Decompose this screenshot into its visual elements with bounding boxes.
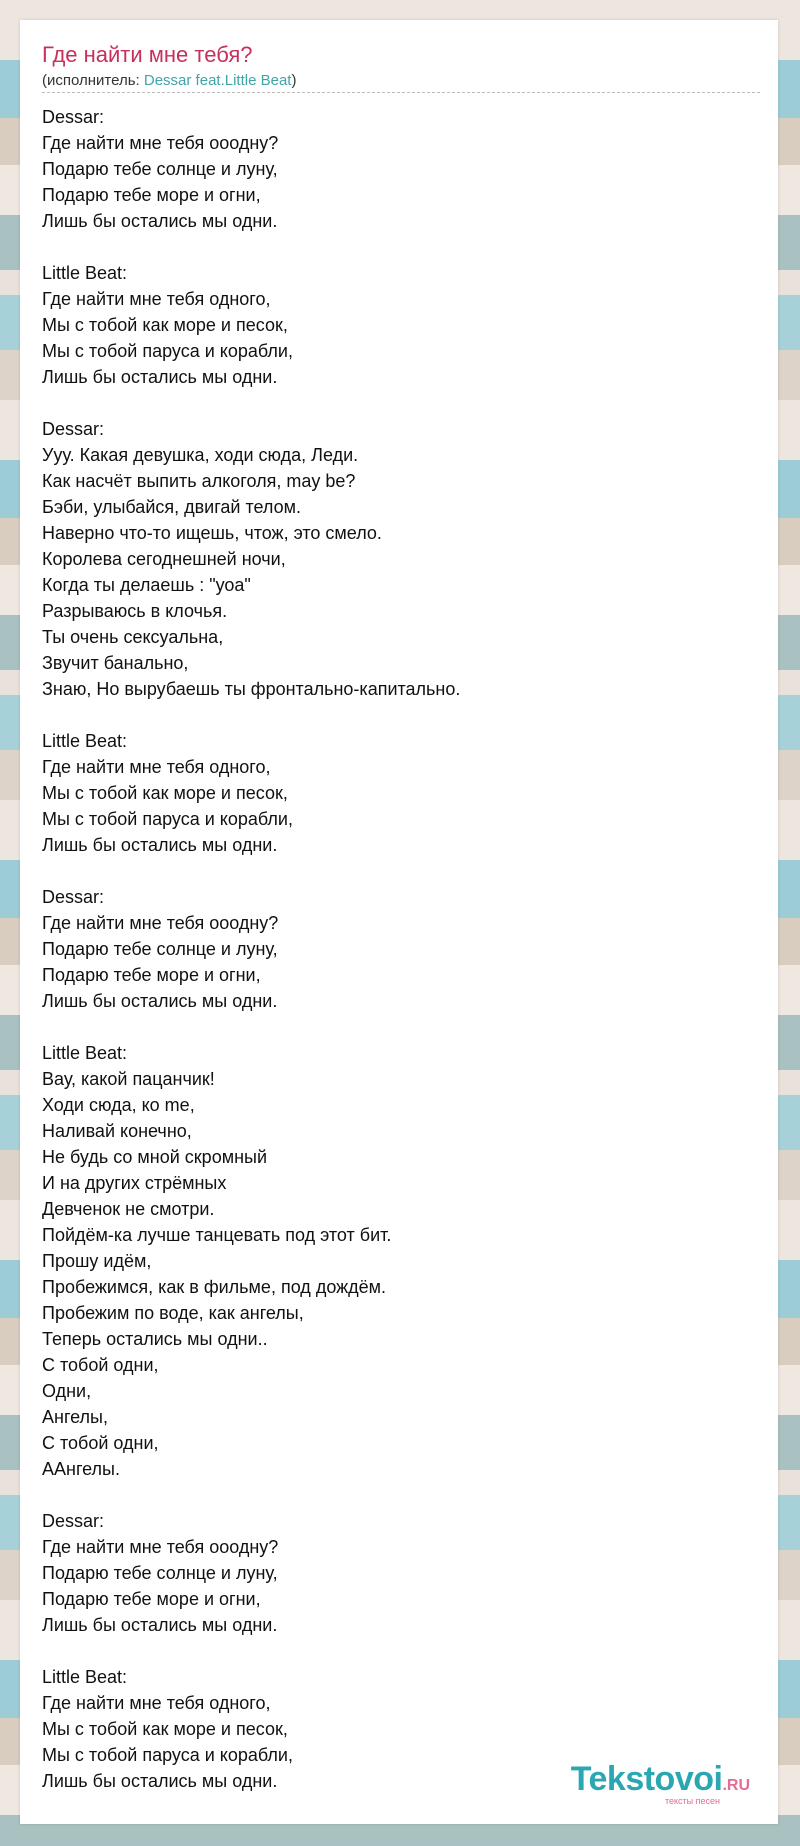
artist-line — [42, 72, 296, 89]
divider — [42, 92, 760, 93]
logo-name: Tekstovoi — [570, 1760, 723, 1798]
artist-suffix: ) — [291, 72, 297, 89]
artist-prefix: (исполнитель: — [42, 72, 144, 89]
artist-link[interactable]: Dessar feat.Little Beat — [143, 72, 292, 89]
logo-wordmark — [571, 1762, 750, 1796]
logo-tagline: тексты песен — [664, 1796, 720, 1806]
site-logo[interactable] — [571, 1762, 750, 1806]
lyrics-card — [20, 20, 778, 1824]
lyrics-text: Dessar: Где найти мне тебя оοодну? Подарю тебе солнце и луну, Подарю тебе море и огни, Лишь бы остались мы одни. Little Beat: Где найти мне тебя одного, Мы с тобой как море и песок, Мы с тобой паруса и корабли, Лишь бы остались мы одни. Dessar: Ууу. Какая девушка, ходи сюда, Леди. Как насчёт выпить алкоголя, may be? Бэби, улыбайся, двигай телом. Наверно что-то ищешь, чтож, это смело. Королева сегоднешней ночи, Когда ты делаешь : "уоа" Разрываюсь в клочья. Ты очень сексуальна, Звучит банально, Знаю, Но вырубаешь ты фронтально-капитально. Little Beat: Где найти мне тебя одного, Мы с тобой как море и песок, Мы с тобой паруса и корабли, Лишь бы остались мы одни. Dessar: Где найти мне тебя оοодну? Подарю тебе солнце и луну, Подарю тебе море и огни, Лишь бы остались мы одни. Little Beat: Вау, какой пацанчик! Ходи сюда, ко me, Наливай конечно, Не будь со мной скромный И на других стрёмных Девченок не смотри. Пойдём-ка лучше танцевать под этот бит. Прошу идём, Пробежимся, как в фильме, под дождём. Пробежим по воде, как ангелы, Теперь остались мы одни.. С тобой одни, Одни, Ангелы, С тобой одни, ААнгелы. Dessar: Где найти мне тебя оοодну? Подарю тебе солнце и луну, Подарю тебе море и огни, Лишь бы остались мы одни. Little Beat: Где найти мне тебя одного, Мы с тобой как море и песок, Мы с тобой паруса и корабли, Лишь бы остались мы одни. — [42, 107, 461, 1791]
song-title: Где найти мне тебя? — [42, 42, 253, 67]
logo-tld: .RU — [722, 1777, 750, 1794]
